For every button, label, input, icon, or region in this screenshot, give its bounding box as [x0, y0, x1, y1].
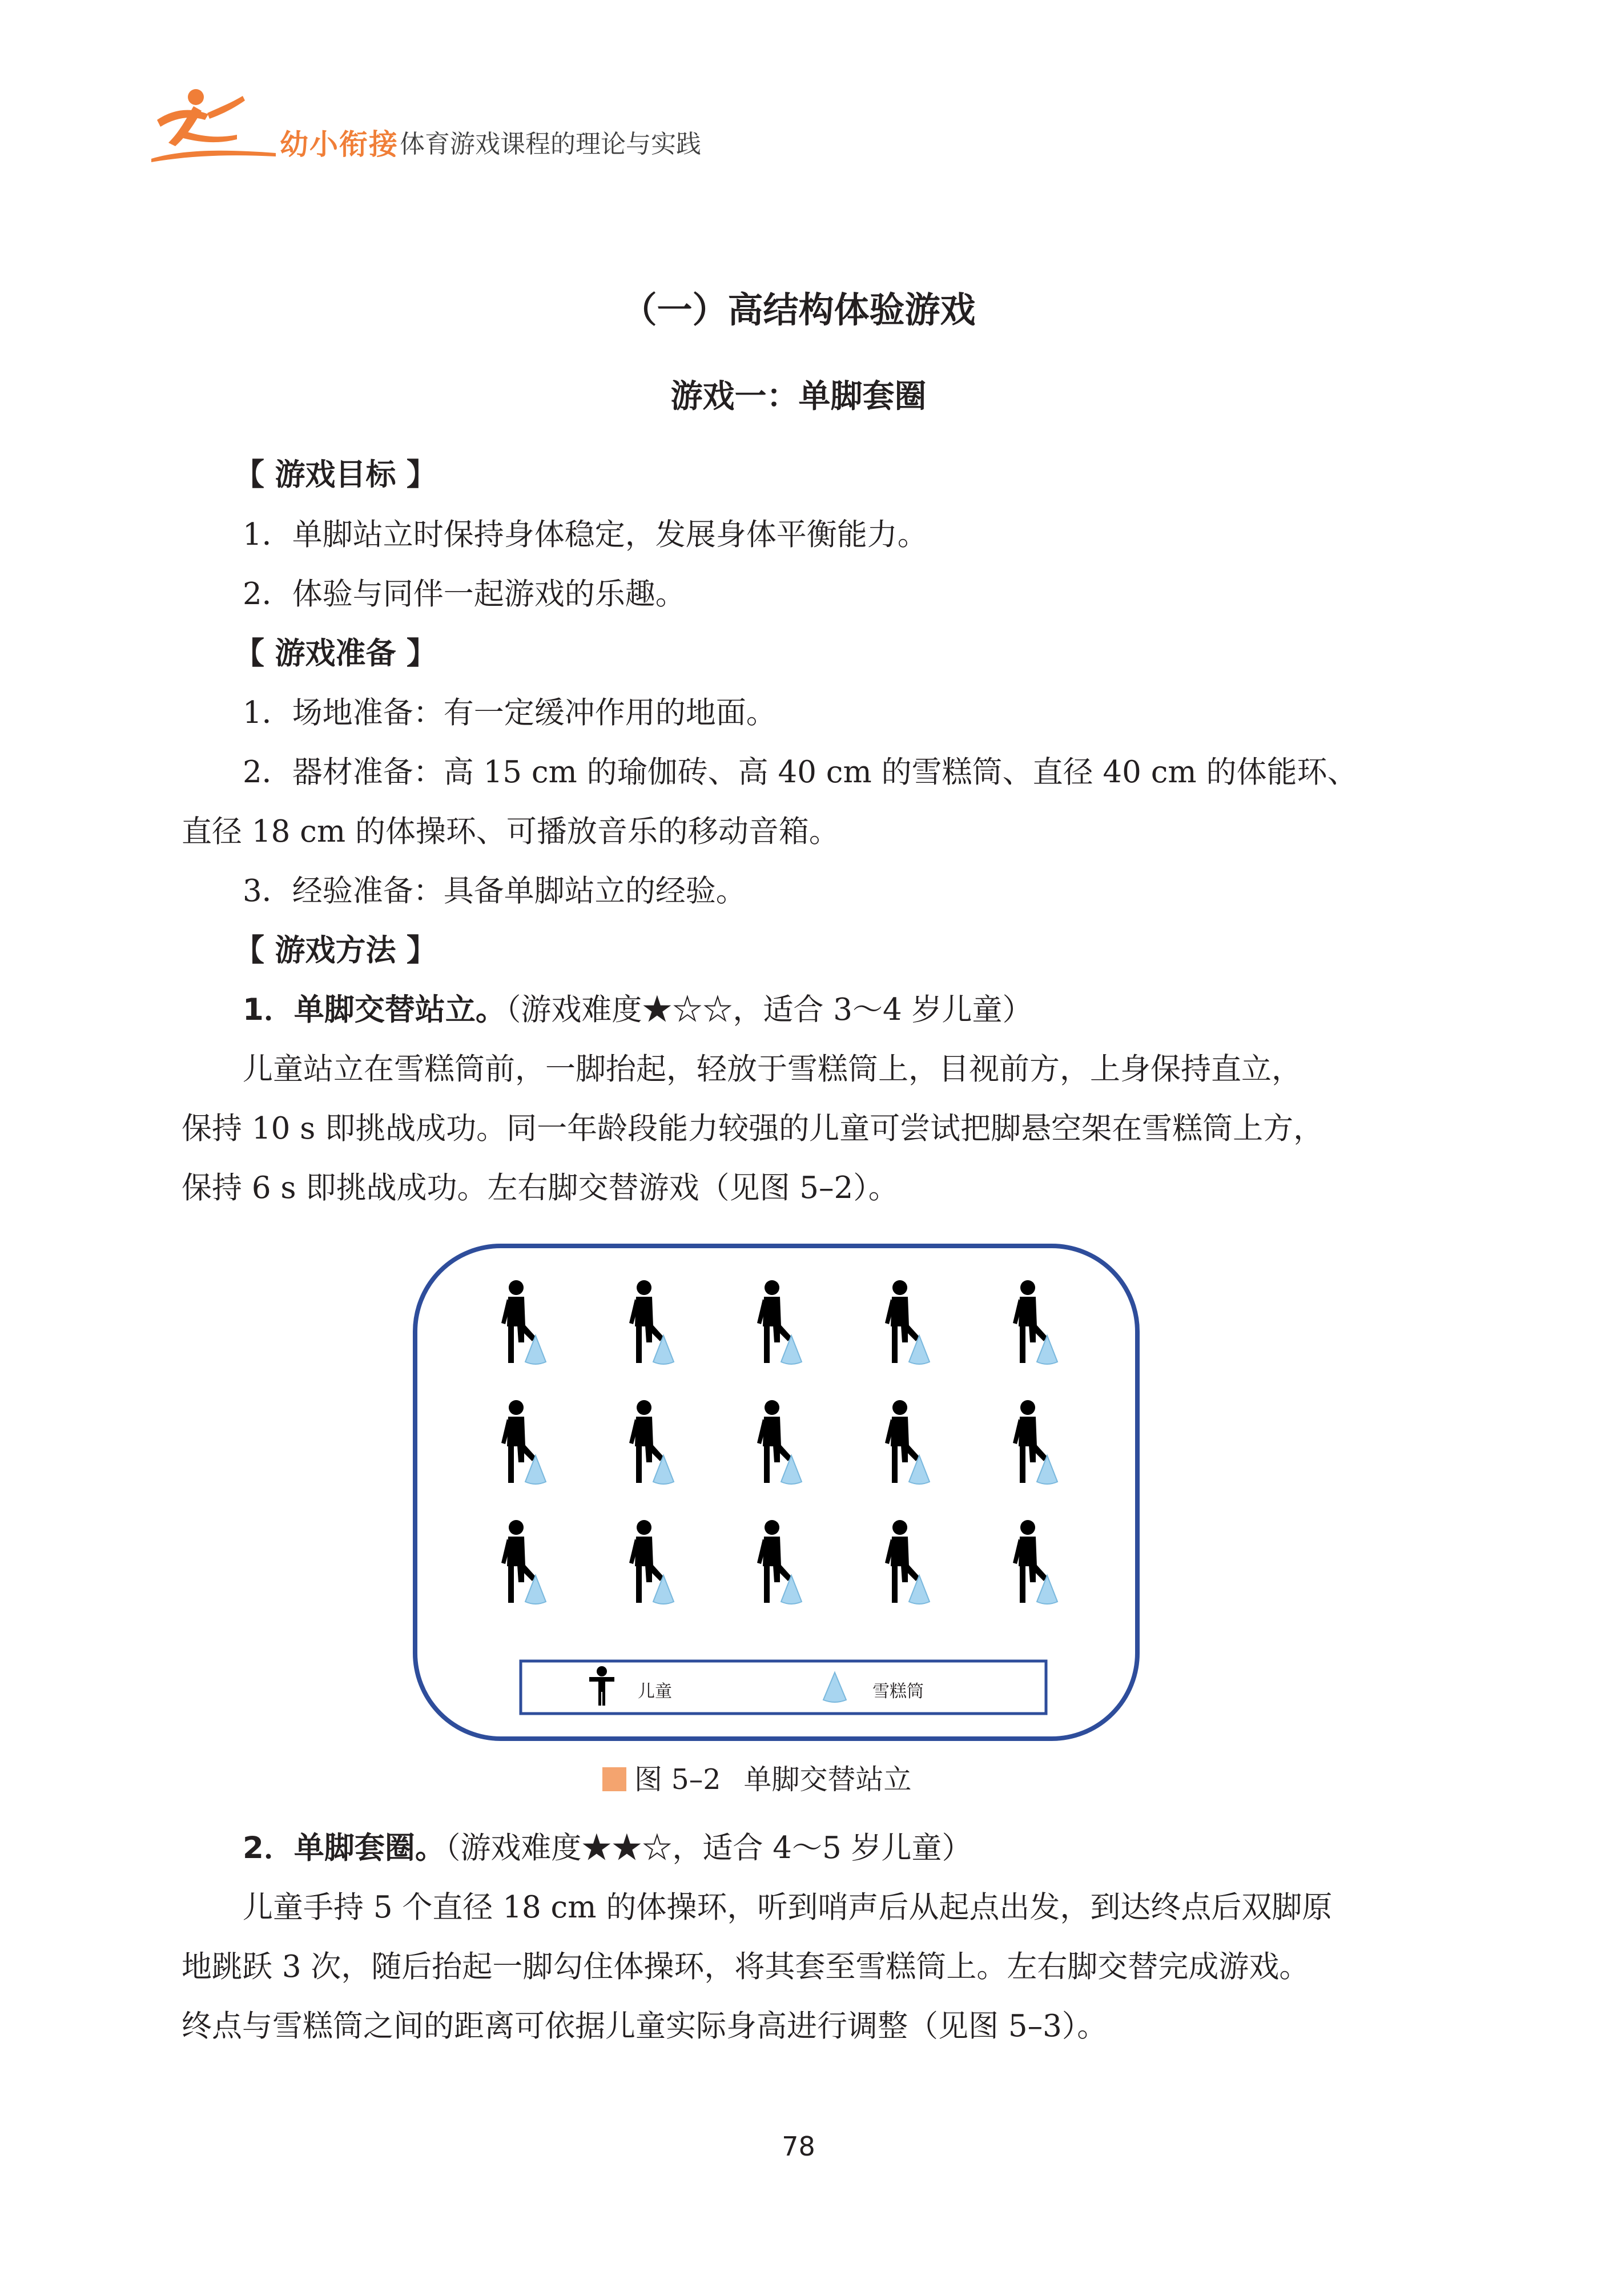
- game-title: 游戏一：单脚套圈: [670, 378, 927, 415]
- caption-marker-icon: [602, 1767, 626, 1791]
- prep-item-1: 1．场地准备：有一定缓冲作用的地面。: [243, 695, 777, 730]
- ice-cream-cone-marker: [525, 1575, 546, 1604]
- ice-cream-cone-marker: [781, 1575, 802, 1604]
- page-header: [0, 0, 1597, 194]
- method-1-line-1: 儿童站立在雪糕筒前，一脚抬起，轻放于雪糕筒上，目视前方，上身保持直立，: [243, 1052, 1302, 1087]
- prep-item-2-line-1: 2．器材准备：高 15 cm 的瑜伽砖、高 40 cm 的雪糕筒、直径 40 cm 的体能环、: [243, 755, 1358, 790]
- section-title: （一）高结构体验游戏: [621, 289, 976, 331]
- method-1-meta: （游戏难度★☆☆，适合 3～4 岁儿童）: [505, 992, 1033, 1027]
- method-2-title: 2．单脚套圈。: [243, 1831, 445, 1865]
- ice-cream-cone-marker: [781, 1455, 802, 1484]
- figure-caption: [602, 1758, 911, 1798]
- ice-cream-cone-marker: [781, 1336, 802, 1364]
- prep-item-2-line-2: 直径 18 cm 的体操环、可播放音乐的移动音箱。: [182, 814, 839, 849]
- legend-child-label: 儿童: [638, 1682, 672, 1702]
- figure-diagram: [412, 1243, 1140, 1742]
- goal-item-1: 1．单脚站立时保持身体稳定，发展身体平衡能力。: [243, 517, 928, 552]
- prep-item-3: 3．经验准备：具备单脚站立的经验。: [243, 874, 746, 908]
- page-number: 78: [782, 2131, 815, 2162]
- ice-cream-cone-marker: [1037, 1575, 1057, 1604]
- ice-cream-cone-marker: [653, 1336, 674, 1364]
- method-1-line-3: 保持 6 s 即挑战成功。左右脚交替游戏（见图 5–2）。: [182, 1171, 899, 1205]
- method-2-heading: [243, 1828, 972, 1868]
- ice-cream-cone-marker: [1037, 1336, 1057, 1364]
- method-1-title: 1．单脚交替站立。: [243, 992, 506, 1027]
- header-brand: 幼小衔接: [280, 128, 399, 161]
- method-2-line-3: 终点与雪糕筒之间的距离可依据儿童实际身高进行调整（见图 5–3）。: [182, 2009, 1108, 2044]
- method-2-meta: （游戏难度★★☆，适合 4～5 岁儿童）: [445, 1831, 972, 1865]
- ice-cream-cone-marker: [909, 1575, 930, 1604]
- goals-heading: 【 游戏目标 】: [234, 457, 437, 492]
- methods-heading: 【 游戏方法 】: [234, 933, 437, 968]
- ice-cream-cone-marker: [525, 1455, 546, 1484]
- ice-cream-cone-marker: [909, 1455, 930, 1484]
- ice-cream-cone-marker: [653, 1575, 674, 1604]
- method-2-line-1: 儿童手持 5 个直径 18 cm 的体操环，听到哨声后从起点出发，到达终点后双脚原: [243, 1890, 1333, 1925]
- ice-cream-cone-marker: [909, 1336, 930, 1364]
- prep-heading: 【 游戏准备 】: [234, 636, 437, 671]
- method-1-heading: [243, 990, 1033, 1030]
- figure-title: 单脚交替站立: [743, 1763, 912, 1796]
- method-1-line-2: 保持 10 s 即挑战成功。同一年龄段能力较强的儿童可尝试把脚悬空架在雪糕筒上方，: [182, 1111, 1324, 1146]
- ice-cream-cone-marker: [653, 1455, 674, 1484]
- method-2-line-2: 地跳跃 3 次，随后抬起一脚勾住体操环，将其套至雪糕筒上。左右脚交替完成游戏。: [182, 1949, 1310, 1984]
- header-subtitle: 体育游戏课程的理论与实践: [400, 130, 701, 159]
- figure-number: 图 5–2: [634, 1763, 721, 1796]
- legend-cone-label: 雪糕筒: [872, 1682, 924, 1702]
- figure-5-2: [412, 1243, 1140, 1742]
- goal-item-2: 2．体验与同伴一起游戏的乐趣。: [243, 577, 686, 612]
- ice-cream-cone-marker: [1037, 1455, 1057, 1484]
- runner-logo-icon: [146, 86, 277, 171]
- ice-cream-cone-marker: [525, 1336, 546, 1364]
